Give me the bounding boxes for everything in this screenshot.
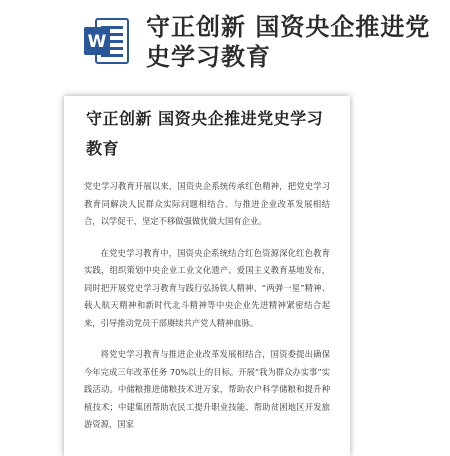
word-document-icon [82,16,132,66]
document-title: 守正创新 国资央企推进党史学习教育 [86,109,324,158]
svg-text:W: W [87,32,107,52]
paragraph-3: 将党史学习教育与推进企业改革发展相结合，国资委提出确保今年完成三年改革任务 70%以上的目标。开展“我为群众办实事”实践活动。中储粮推进储粮技术进万家，帮助农户科学储粮和提升种植技术；中建集团帮助农民工提升职业技能、帮助贫困地区开发旅游资源，国家 [84,349,330,429]
document-page [64,96,350,456]
header [0,0,450,92]
paragraph-1: 党史学习教育开展以来，国资央企系统传承红色精神，把党史学习教育同解决人民群众实际问题相结合、与推进企业改革发展相结合，以学促干，坚定不移做强做优做大国有企业。 [84,181,330,226]
header-title: 守正创新 国资央企推进党史学习教育 [146,13,431,71]
paragraph-2: 在党史学习教育中，国资央企系统结合红色资源深化红色教育实践，组织策划中央企业工业文化遗产、爱国主义教育基地发布，同时把开展党史学习教育与践行弘扬铁人精神、“两弹一星”精神、载人航天精神和新时代北斗精神等中央企业先进精神紧密结合起来，引导推动党员干部赓续共产党人精神血脉。 [84,247,330,328]
